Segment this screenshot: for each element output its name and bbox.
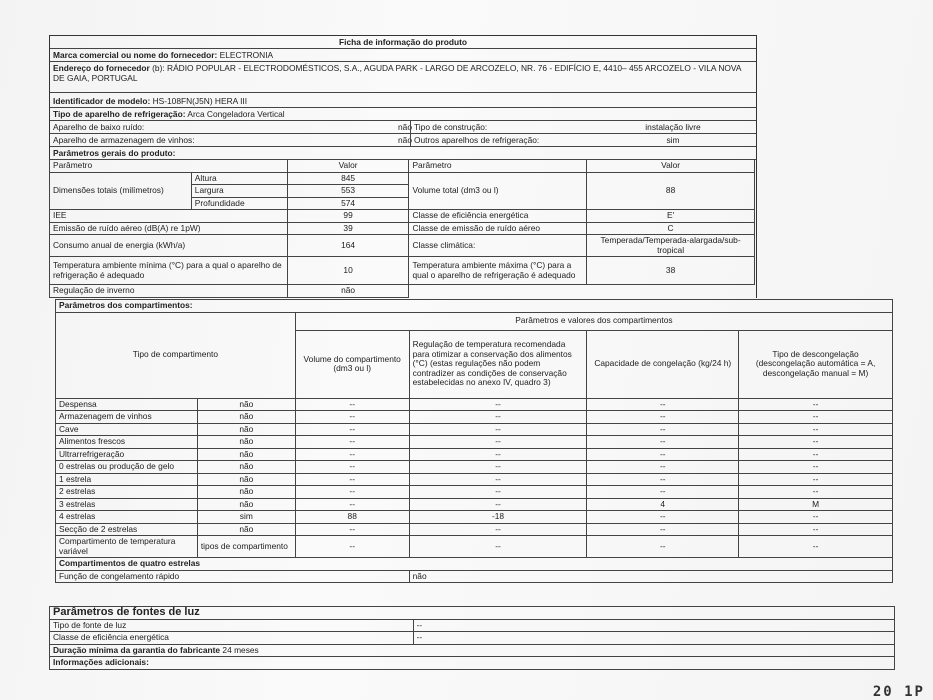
light-source-type-label: Tipo de fonte de luz xyxy=(50,619,414,632)
table-row xyxy=(56,423,893,436)
general-params-label: Parâmetros gerais do produto: xyxy=(53,148,176,158)
table-row xyxy=(56,448,893,461)
general-params-table xyxy=(49,159,755,298)
compartment-volume: -- xyxy=(295,473,409,486)
depth-label: Profundidade xyxy=(191,197,287,210)
table-row xyxy=(56,461,893,474)
address-value: RÁDIO POPULAR - ELECTRODOMÉSTICOS, S.A., AGUDA PARK - LARGO DE ARCOZELO, NR. 76 - EDIFÍCIO E, 4410– 455 ARCOZELO - VILA NOVA DE GAIA, PORTUGAL xyxy=(53,63,742,83)
compartment-present: não xyxy=(197,473,295,486)
compartment-name: Despensa xyxy=(56,398,198,411)
construction-value: instalação livre xyxy=(645,122,701,132)
additional-info-label: Informações adicionais: xyxy=(50,657,895,670)
compartment-volume: -- xyxy=(295,448,409,461)
compartment-defrost: -- xyxy=(739,486,893,499)
variable-present: tipos de compartimento xyxy=(197,536,295,558)
compartment-volume: -- xyxy=(295,523,409,536)
compartment-present: não xyxy=(197,398,295,411)
compartment-volume: -- xyxy=(295,423,409,436)
compartment-freeze: -- xyxy=(587,448,739,461)
defrost-header: Tipo de descongelação (descongelação automática = A, descongelação manual = M) xyxy=(739,330,893,398)
compartment-defrost: -- xyxy=(739,473,893,486)
address-row xyxy=(50,62,756,93)
variable-label: Compartimento de temperatura variável xyxy=(56,536,198,558)
compartment-name: Cave xyxy=(56,423,198,436)
compartment-temp: -- xyxy=(409,436,587,449)
address-suffix: (b): xyxy=(152,63,165,73)
light-efficiency-label: Classe de eficiência energética xyxy=(50,632,414,645)
page-stamp: 20 1P xyxy=(872,684,925,700)
compartment-temp: -- xyxy=(409,398,587,411)
noise-value: 39 xyxy=(287,222,409,235)
compartment-volume: -- xyxy=(295,498,409,511)
winter-value: não xyxy=(287,285,409,298)
climate-class-value: Temperada/Temperada-alargada/sub-tropical xyxy=(587,235,755,257)
compartment-name: Secção de 2 estrelas xyxy=(56,523,198,536)
compartment-present: não xyxy=(197,423,295,436)
light-section xyxy=(49,606,895,670)
compartment-defrost: -- xyxy=(739,436,893,449)
variable-defrost: -- xyxy=(739,536,893,558)
general-params-row xyxy=(50,147,756,160)
compartment-present: não xyxy=(197,523,295,536)
four-star-label: Compartimentos de quatro estrelas xyxy=(56,558,893,571)
other-appliances-value: sim xyxy=(666,135,680,145)
compartment-freeze: -- xyxy=(587,461,739,474)
compartment-freeze: -- xyxy=(587,436,739,449)
other-appliances-label: Outros aparelhos de refrigeração: xyxy=(410,134,590,146)
sheet-title: Ficha de informação do produto xyxy=(339,37,467,47)
compartments-section xyxy=(55,299,893,583)
table-row xyxy=(56,411,893,424)
compartment-freeze: 4 xyxy=(587,498,739,511)
param-header-right: Parâmetro xyxy=(409,160,587,173)
light-source-type-value: -- xyxy=(413,619,894,632)
compartment-temp: -- xyxy=(409,448,587,461)
height-value: 845 xyxy=(287,172,409,185)
low-noise-value: não xyxy=(398,122,412,132)
winter-label: Regulação de inverno xyxy=(50,285,288,298)
type-header: Tipo de compartimento xyxy=(56,312,296,398)
climate-class-label: Classe climática: xyxy=(409,235,587,257)
annual-consumption-value: 164 xyxy=(287,235,409,257)
compartment-defrost: -- xyxy=(739,523,893,536)
table-row xyxy=(56,511,893,524)
annual-consumption-label: Consumo anual de energia (kWh/a) xyxy=(50,235,288,257)
compartment-defrost: M xyxy=(739,498,893,511)
compartment-present: não xyxy=(197,498,295,511)
compartment-defrost: -- xyxy=(739,511,893,524)
model-label: Identificador de modelo: xyxy=(53,96,151,106)
quick-freeze-label: Função de congelamento rápido xyxy=(56,570,410,583)
compartment-name: 4 estrelas xyxy=(56,511,198,524)
compartment-freeze: -- xyxy=(587,523,739,536)
width-value: 553 xyxy=(287,185,409,198)
compartment-defrost: -- xyxy=(739,411,893,424)
noise-class-label: Classe de emissão de ruído aéreo xyxy=(409,222,587,235)
min-temp-label: Temperatura ambiente mínima (°C) para a qual o aparelho de refrigeração é adequado xyxy=(50,257,288,285)
volume-header: Volume do compartimento (dm3 ou l) xyxy=(295,330,409,398)
noise-label: Emissão de ruído aéreo (dB(A) re 1pW) xyxy=(50,222,288,235)
warranty-value: 24 meses xyxy=(222,644,259,655)
compartment-name: 2 estrelas xyxy=(56,486,198,499)
compartment-volume: -- xyxy=(295,486,409,499)
compartment-name: 3 estrelas xyxy=(56,498,198,511)
brand-label: Marca comercial ou nome do fornecedor: xyxy=(53,50,218,60)
compartment-freeze: -- xyxy=(587,486,739,499)
compartment-present: não xyxy=(197,461,295,474)
compartment-defrost: -- xyxy=(739,461,893,474)
sheet-title-row xyxy=(50,36,756,49)
iee-value: 99 xyxy=(287,210,409,223)
compartment-defrost: -- xyxy=(739,423,893,436)
compartment-freeze: -- xyxy=(587,511,739,524)
value-header: Valor xyxy=(287,160,409,173)
compartment-volume: -- xyxy=(295,398,409,411)
variable-temp: -- xyxy=(409,536,587,558)
table-row xyxy=(56,473,893,486)
variable-freeze: -- xyxy=(587,536,739,558)
light-section-label: Parâmetros de fontes de luz xyxy=(50,607,895,620)
compartment-temp: -- xyxy=(409,498,587,511)
dimensions-label: Dimensões totais (milímetros) xyxy=(50,172,192,210)
value-header-right: Valor xyxy=(587,160,755,173)
energy-class-value: E' xyxy=(587,210,755,223)
compartment-temp: -- xyxy=(409,411,587,424)
table-row xyxy=(56,436,893,449)
construction-label: Tipo de construção: xyxy=(410,121,590,133)
compartment-temp: -- xyxy=(409,461,587,474)
wine-row xyxy=(50,134,756,147)
low-noise-label: Aparelho de baixo ruído: xyxy=(53,122,145,132)
compartment-temp: -- xyxy=(409,523,587,536)
light-efficiency-value: -- xyxy=(413,632,894,645)
variable-volume: -- xyxy=(295,536,409,558)
model-row xyxy=(50,95,756,108)
compartment-name: Alimentos frescos xyxy=(56,436,198,449)
compartment-name: 0 estrelas ou produção de gelo xyxy=(56,461,198,474)
compartment-defrost: -- xyxy=(739,448,893,461)
compartment-volume: -- xyxy=(295,411,409,424)
total-volume-label: Volume total (dm3 ou l) xyxy=(409,172,587,210)
warranty-label: Duração mínima da garantia do fabricante xyxy=(53,644,221,655)
compartment-volume: -- xyxy=(295,436,409,449)
noise-class-value: C xyxy=(587,222,755,235)
energy-class-label: Classe de eficiência energética xyxy=(409,210,587,223)
compartment-name: Ultrarrefrigeração xyxy=(56,448,198,461)
compartment-present: sim xyxy=(197,511,295,524)
max-temp-value: 38 xyxy=(587,257,755,285)
compartment-temp: -18 xyxy=(409,511,587,524)
compartment-volume: -- xyxy=(295,461,409,474)
iee-label: IEE xyxy=(50,210,288,223)
compartment-freeze: -- xyxy=(587,398,739,411)
compartment-present: não xyxy=(197,436,295,449)
temp-header: Regulação de temperatura recomendada para otimizar a conservação dos alimentos (°C) (estas regulações não podem contradizer as condições de conservação estabelecidas no anexo IV, quadro 3) xyxy=(409,330,587,398)
max-temp-label: Temperatura ambiente máxima (°C) para a qual o aparelho de refrigeração é adequado xyxy=(409,257,587,285)
table-row xyxy=(56,523,893,536)
brand-row xyxy=(50,49,756,62)
compartment-freeze: -- xyxy=(587,423,739,436)
appliance-type-value: Arca Congeladora Vertical xyxy=(187,109,285,119)
quick-freeze-value: não xyxy=(409,570,892,583)
compartment-volume: 88 xyxy=(295,511,409,524)
group-header: Parâmetros e valores dos compartimentos xyxy=(295,312,892,330)
min-temp-value: 10 xyxy=(287,257,409,285)
compartments-table xyxy=(55,299,893,583)
compartments-section-label: Parâmetros dos compartimentos: xyxy=(56,300,893,313)
wine-label: Aparelho de armazenagem de vinhos: xyxy=(53,135,195,145)
address-label: Endereço do fornecedor xyxy=(53,63,150,73)
brand-value: ELECTRONIA xyxy=(219,50,274,60)
table-row xyxy=(56,398,893,411)
wine-value: não xyxy=(398,135,412,145)
total-volume-value: 88 xyxy=(587,172,755,210)
compartment-rows xyxy=(56,398,893,536)
param-header: Parâmetro xyxy=(50,160,288,173)
appliance-type-label: Tipo de aparelho de refrigeração: xyxy=(53,109,186,119)
compartment-temp: -- xyxy=(409,473,587,486)
compartment-temp: -- xyxy=(409,423,587,436)
compartment-freeze: -- xyxy=(587,473,739,486)
compartment-defrost: -- xyxy=(739,398,893,411)
compartment-name: 1 estrela xyxy=(56,473,198,486)
appliance-type-row xyxy=(50,108,756,121)
freeze-header: Capacidade de congelação (kg/24 h) xyxy=(587,330,739,398)
compartment-present: não xyxy=(197,411,295,424)
compartment-name: Armazenagem de vinhos xyxy=(56,411,198,424)
compartment-freeze: -- xyxy=(587,411,739,424)
width-label: Largura xyxy=(191,185,287,198)
low-noise-row xyxy=(50,121,756,134)
compartment-present: não xyxy=(197,448,295,461)
table-row xyxy=(56,498,893,511)
product-info-sheet xyxy=(49,35,757,298)
model-value: HS-108FN(J5N) HERA III xyxy=(152,96,248,106)
light-table xyxy=(49,606,895,670)
depth-value: 574 xyxy=(287,197,409,210)
compartment-present: não xyxy=(197,486,295,499)
table-row xyxy=(56,486,893,499)
height-label: Altura xyxy=(191,172,287,185)
compartment-temp: -- xyxy=(409,486,587,499)
